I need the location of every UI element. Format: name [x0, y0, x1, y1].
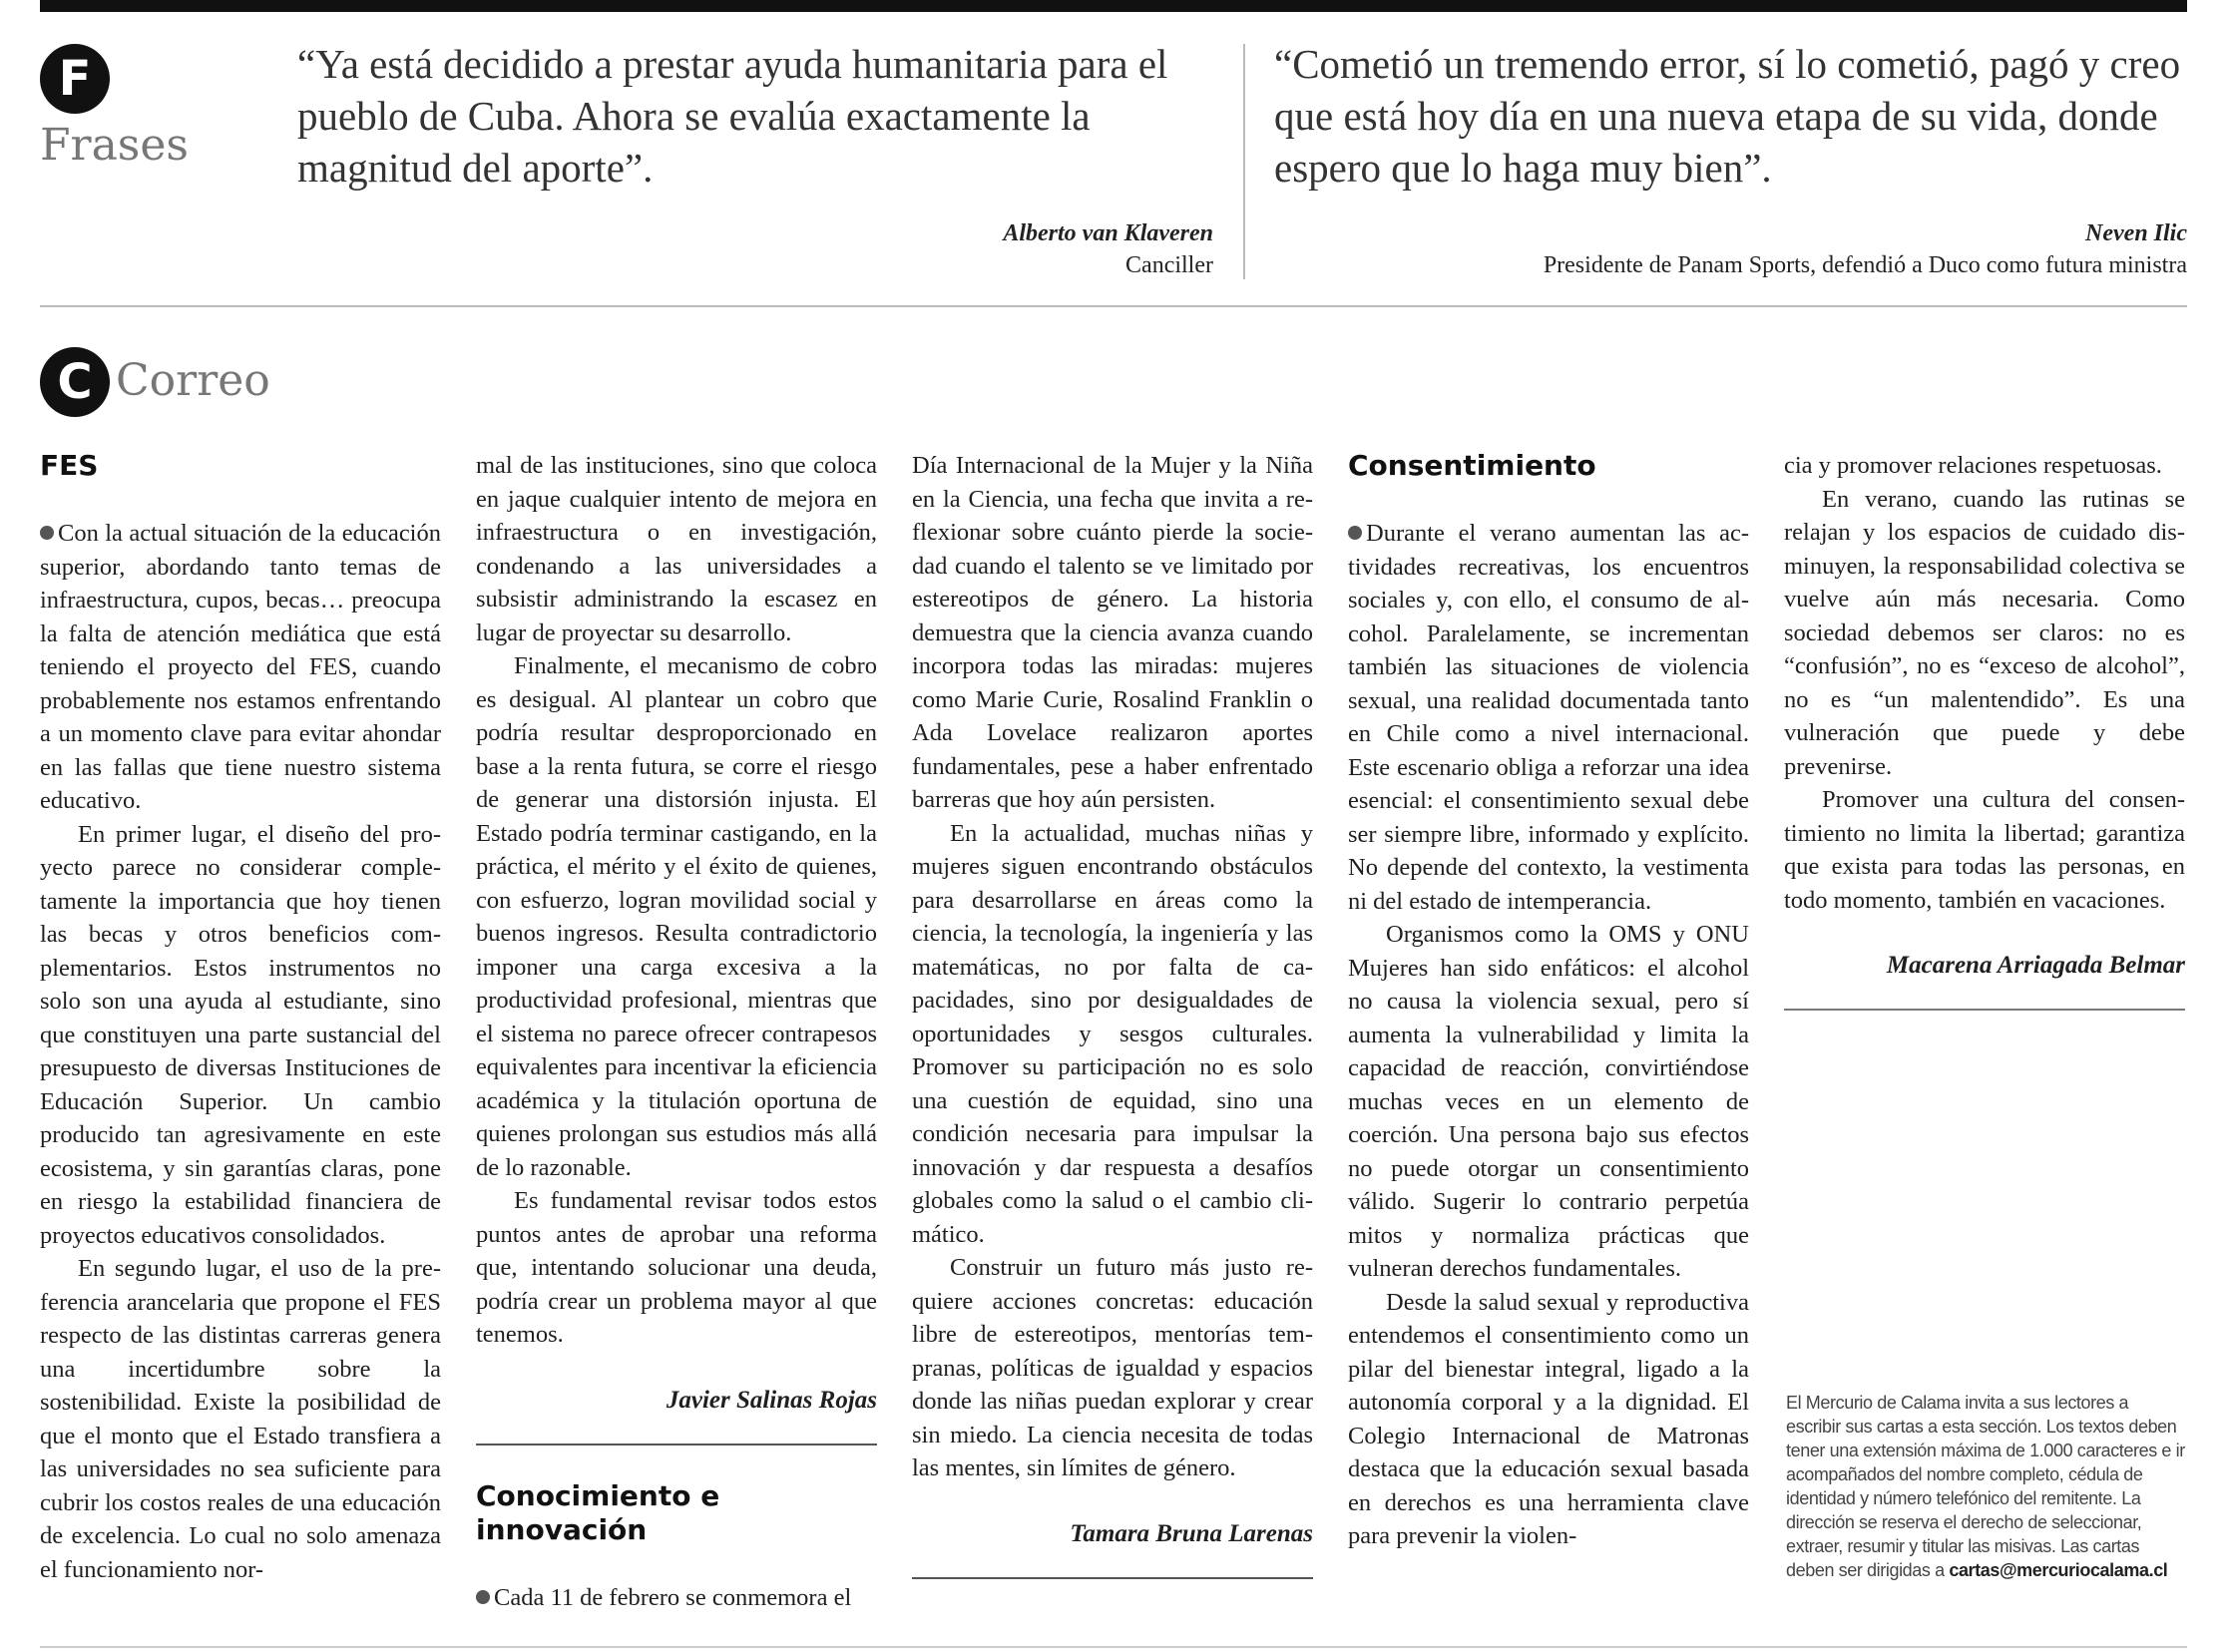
- bullet-icon: [1348, 526, 1362, 540]
- letter-consentimiento-paragraph-3: Desde la salud sexual y reproductiva entendemos el consentimiento como un pilar del bienestar integral, ligado a la autonomía corporal y a la dignidad. El Colegio Internacional de Matronas destaca que la educación sexual basada en derechos es una herramienta clave para prevenir la violen-: [1348, 1288, 1749, 1549]
- letter-consentimiento-heading: Consentimiento: [1348, 449, 1596, 482]
- quote-divider: [1243, 44, 1245, 279]
- letter-consentimiento-paragraph-4: En verano, cuando las rutinas se relajan y los espacios de cuidado disminuyen, la responsabilidad colectiva se vuelve aún más necesaria. Como sociedad debemos ser claros: no es “confusión”, no es “exceso de alcohol”, no es “un malentendido”. Es una vulneración que puede y debe prevenirse.: [1784, 485, 2185, 780]
- quote-1-text: “Ya está decidido a prestar ayuda humanitaria para el pueblo de Cuba. Ahora se evalúa exactamente la magnitud del aporte”.: [297, 41, 1168, 191]
- letter-fes-paragraph-3: En segundo lugar, el uso de la preferencia arancelaria que propone el FES respecto de las distintas carreras genera una incertidumbre sobre la sostenibilidad. Existe la posibilidad de que el monto que el Estado transfiera a las universidades no sea suficiente para cubrir los costos reales de una educación de excelencia. Lo cual no solo amenaza el funcionamiento nor-: [40, 1255, 441, 1583]
- quote-2-text: “Cometió un tremendo error, sí lo cometió, pagó y creo que está hoy día en una nueva etapa de su vida, donde espero que lo haga muy bien”.: [1274, 41, 2181, 191]
- column-3: [912, 449, 1313, 1579]
- frases-badge: F: [40, 44, 110, 114]
- quote-2-attribution: [1357, 217, 2187, 281]
- column-5-rule: [1784, 1009, 2185, 1011]
- column-2-rule: [476, 1444, 877, 1446]
- letter-innovacion-heading: Conocimiento e innovación: [476, 1478, 720, 1546]
- letters-email-link[interactable]: cartas@mercuriocalama.cl: [1949, 1560, 2168, 1580]
- quote-2-author: Neven Ilic: [2085, 220, 2187, 246]
- letter-fes-paragraph-1: Con la actual situación de la educación superior, abordando tanto temas de infraestructura, cupos, becas… preocupa la falta de atención mediática que está teniendo el proyecto del FES, cuando probablemente nos estamos enfrentando a un momento clave para evitar ahondar en las fallas que tiene nuestro sistema educativo.: [40, 520, 441, 814]
- quote-1-author: Alberto van Klaveren: [1003, 220, 1213, 246]
- letter-fes-paragraph-2: En primer lugar, el diseño del proyecto parece no considerar completamente la importancia que hoy tienen las becas y otros beneficios complementarios. Estos instrumentos no solo son una ayuda al estudiante, sino que constituyen una parte sustancial del presupuesto de diversas Instituciones de Educación Superior. Un cambio producido tan agresivamente en este ecosistema, y sin garantías claras, pone en riesgo la estabilidad financiera de proyectos educativos consolidados.: [40, 820, 441, 1249]
- letter-innovacion-paragraph-2: En la actualidad, muchas niñas y mujeres siguen encontrando obstáculos para desarrollarse en áreas como la ciencia, la tecnología, la ingeniería y las matemáticas, no por falta de capacidades, sino por desigualdades de oportunidades y sesgos culturales. Promover su participación no es solo una cuestión de equidad, sino una condición necesaria para impulsar la innovación y dar respuesta a desafíos globales como la salud o el cambio climático.: [912, 819, 1313, 1248]
- correo-badge: C: [40, 347, 110, 417]
- letter-consentimiento-signature: Macarena Arriagada Belmar: [1886, 952, 2185, 979]
- frases-title: Frases: [40, 120, 189, 171]
- letters-policy-note: [1786, 1391, 2185, 1582]
- letter-fes-signature: Javier Salinas Rojas: [666, 1386, 877, 1414]
- letter-fes-paragraph-5: Es fundamental revisar todos estos puntos antes de aprobar una reforma que, intentando solucionar una deuda, podría crear un problema mayor al que tenemos.: [476, 1187, 877, 1348]
- bullet-icon: [476, 1590, 490, 1604]
- column-3-rule: [912, 1577, 1313, 1579]
- letter-innovacion-paragraph-3: Construir un futuro más justo requiere acciones concretas: educación libre de estereotipos, mentorías tempranas, políticas de igualdad y espacios donde las niñas puedan explorar y crear sin miedo. La ciencia necesita de todas las mentes, sin límites de género.: [912, 1254, 1313, 1481]
- quote-1-role: Canciller: [1125, 252, 1213, 278]
- letter-fes-paragraph-3-cont: mal de las instituciones, sino que coloca en jaque cualquier intento de mejora en infraestructura o en investigación, condenando a las universidades a subsistir administrando la escasez en lugar de proyectar su desarrollo.: [476, 452, 877, 646]
- letter-innovacion-paragraph-1-cont: Día Internacional de la Mujer y la Niña en la Ciencia, una fecha que invita a reflexionar sobre cuánto pierde la sociedad cuando el talento se ve limitado por estereotipos de género. La historia demuestra que la ciencia avanza cuando incorpora todas las miradas: mujeres como Marie Curie, Rosalind Franklin o Ada Lovelace realizaron aportes fundamentales, pese a haber enfrentado barreras que hoy aún persisten.: [912, 452, 1313, 813]
- letter-innovacion-signature: Tamara Bruna Larenas: [1070, 1519, 1313, 1547]
- top-rule: [40, 0, 2187, 12]
- column-4: [1348, 449, 1749, 1553]
- quote-2-role: Presidente de Panam Sports, defendió a Duco como futura ministra: [1543, 252, 2187, 278]
- column-5: [1784, 449, 2185, 1011]
- letter-fes-paragraph-4: Finalmente, el mecanismo de cobro es desigual. Al plantear un cobro que podría resultar desproporcionado en base a la renta futura, se corre el riesgo de generar una distorsión injusta. El Estado podría terminar castigando, en la práctica, el mérito y el éxito de quienes, con esfuerzo, logran movilidad social y buenos ingresos. Resulta contradictorio imponer una carga excesiva a la productividad profesional, mientras que el sistema no parece ofrecer contrapesos equivalentes para incentivar la eficiencia académica y la titulación oportuna de quienes prolongan sus estudios más allá de lo razonable.: [476, 652, 877, 1181]
- quote-1-attribution: [698, 217, 1213, 281]
- frases-bottom-rule: [40, 305, 2187, 307]
- letter-consentimiento-paragraph-5: Promover una cultura del consentimiento no limita la libertad; garantiza que exista para todas las personas, en todo momento, también en vacaciones.: [1784, 786, 2185, 914]
- letter-consentimiento-paragraph-3-cont: cia y promover relaciones respetuosas.: [1784, 452, 2162, 479]
- letter-consentimiento-paragraph-1: Durante el verano aumentan las actividades recreativas, los encuentros sociales y, con ello, el consumo de alcohol. Paralelamente, se incrementan también las situaciones de violencia sexual, una realidad documentada tanto en Chile como a nivel internacional. Este escenario obliga a reforzar una idea esencial: el consentimiento sexual debe ser siempre libre, informado y explícito. No depende del contexto, la vestimenta ni del estado de intemperancia.: [1348, 520, 1749, 915]
- page-bottom-rule: [40, 1646, 2187, 1648]
- bullet-icon: [40, 526, 54, 540]
- letter-innovacion-paragraph-1: Cada 11 de febrero se conmemora el: [476, 1581, 877, 1615]
- letter-consentimiento-paragraph-2: Organismos como la OMS y ONU Mujeres han sido enfáticos: el alcohol no causa la violencia sexual, pero sí aumenta la vulnerabilidad y limita la capacidad de reacción, convirtiéndose muchas veces en un elemento de coerción. Una persona bajo sus efectos no puede otorgar un consentimiento válido. Sugerir lo contrario perpetúa mitos y normaliza prácticas que vulneran derechos fundamentales.: [1348, 921, 1749, 1282]
- correo-title: Correo: [116, 355, 270, 406]
- letter-fes-heading: FES: [40, 449, 99, 482]
- column-2: [476, 449, 877, 1614]
- column-1: [40, 449, 441, 1586]
- letters-policy-text: El Mercurio de Calama invita a sus lectores a escribir sus cartas a esta sección. Los textos deben tener una extensión máxima de 1.000 caracteres e ir acompañados del nombre completo, cédula de identidad y número telefónico del remitente. La dirección se reserva el derecho de seleccionar, extraer, resumir y titular las misivas. Las cartas deben ser dirigidas a: [1786, 1393, 2185, 1580]
